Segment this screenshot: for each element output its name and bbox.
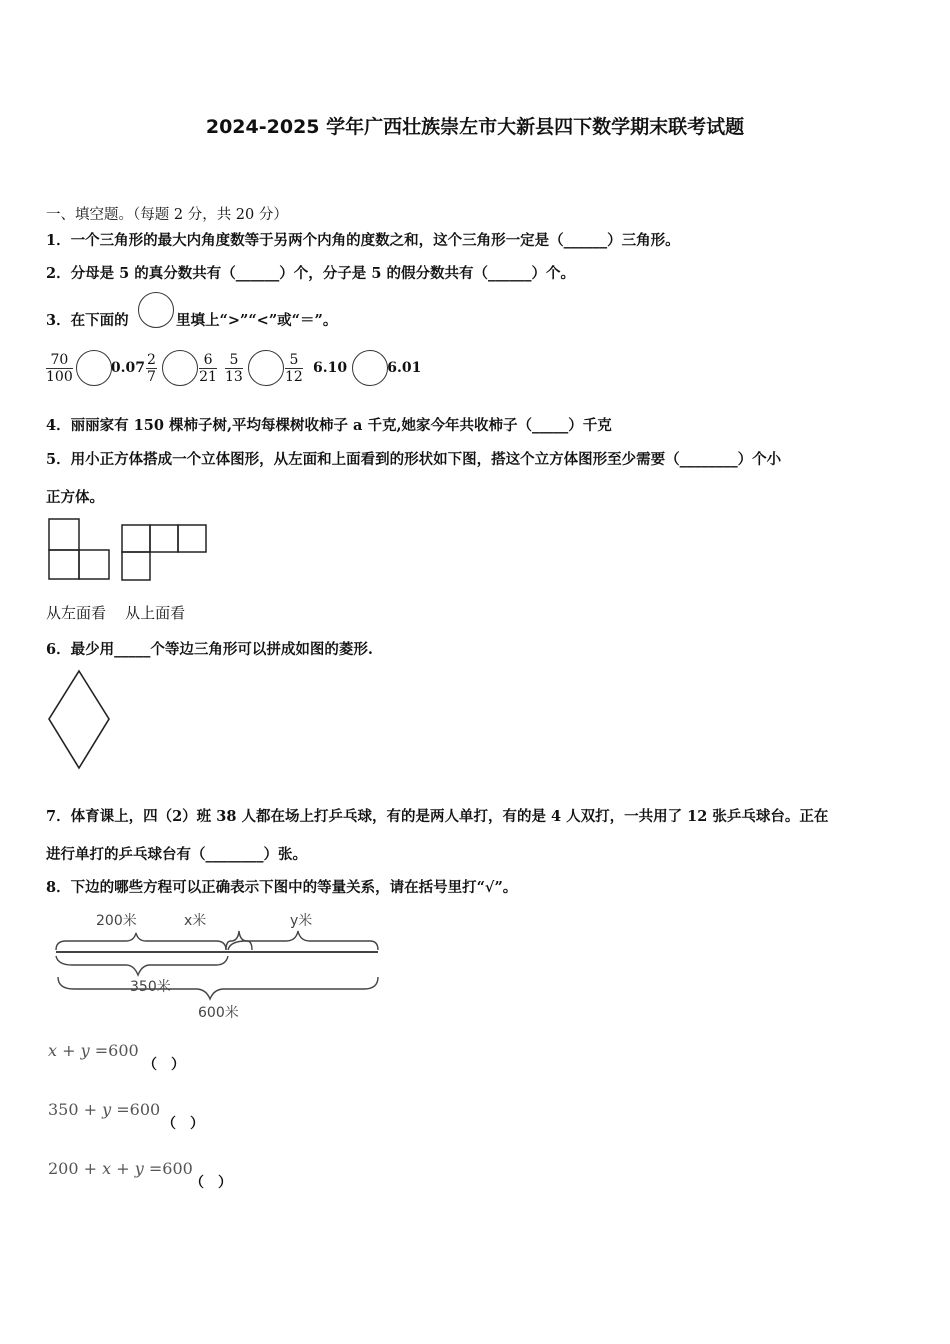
top-view [122,525,206,580]
question-5-line-1: 5．用小正方体搭成一个立体图形，从左面和上面看到的形状如下图，搭这个立方体图形至少需要（________）个小 [46,451,782,468]
fraction: $\frac{6}{21}$ [199,351,217,385]
question-6: 6．最少用_____个等边三角形可以拼成如图的菱形. [46,641,373,658]
question-7-line-1: 7．体育课上，四（2）班 38 人都在场上打乒乓球，有的是两人单打，有的是 4 人双打，一共用了 12 张乒乓球台。正在 [46,808,829,825]
question-1: 1．一个三角形的最大内角度数等于另两个内角的度数之和，这个三角形一定是（______）三角形。 [46,232,680,249]
compare-circle [138,292,174,328]
compare-circle [248,350,284,386]
page-title: 2024-2025 学年广西壮族崇左市大新县四下数学期末联考试题 [205,116,745,138]
compare-circle [352,350,388,386]
left-view [49,519,109,579]
question-2: 2．分母是 5 的真分数共有（______）个，分子是 5 的假分数共有（______）个。 [46,265,575,282]
question-5-line-2: 正方体。 [46,489,104,506]
question-3-text-before: 3．在下面的 [46,312,129,329]
answer-paren-2[interactable]: （ ） [162,1116,204,1132]
answer-paren-3[interactable]: （ ） [190,1175,232,1191]
fraction: $\frac{5}{13}$ [225,351,243,385]
compare-circle [162,350,198,386]
question-3-text-after: 里填上“>”“<”或“＝”。 [176,312,338,329]
views-caption: 从左面看 从上面看 [46,604,186,622]
compare-item-2 [146,350,217,386]
cube-views-figure [46,515,216,585]
fraction: $\frac{2}{7}$ [147,351,156,385]
answer-paren-1[interactable]: （ ） [143,1057,185,1073]
label-600: 600米 [198,1005,239,1021]
segment-diagram [46,905,386,1025]
label-200: 200米 [96,913,137,929]
label-y: y米 [290,913,313,929]
label-x: x米 [184,913,207,929]
equation-3: 200 + x + y =600 [48,1159,193,1178]
question-8: 8．下边的哪些方程可以正确表示下图中的等量关系，请在括号里打“√”。 [46,879,518,896]
rhombus-figure [46,668,116,774]
compare-item-3 [225,350,303,386]
compare-item-1: $\frac{70}{100}$ 0.07 [46,351,146,385]
compare-item-4: 6.10 6.01 [313,350,421,386]
equation-2: 350 + y =600 [48,1100,161,1119]
equation-1: x + y =600 [48,1041,139,1060]
question-4: 4．丽丽家有 150 棵柿子树,平均每棵树收柿子 a 千克,她家今年共收柿子（_____）千克 [46,417,612,434]
fraction: $\frac{70}{100}$ [46,351,73,385]
section-heading: 一、填空题。（每题 2 分，共 20 分） [46,207,288,223]
question-7-line-2: 进行单打的乒乓球台有（________）张。 [46,846,307,863]
fraction: $\frac{5}{12}$ [285,351,303,385]
label-350: 350米 [130,979,171,995]
compare-circle [76,350,112,386]
